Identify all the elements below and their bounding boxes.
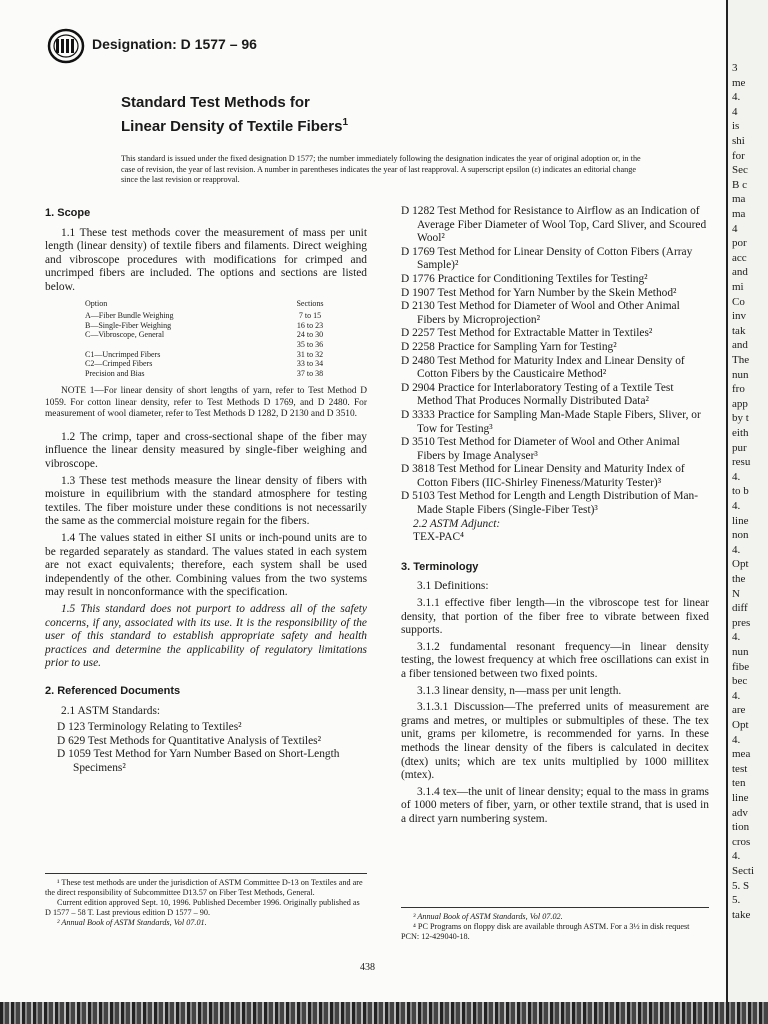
- footnotes-left: [45, 873, 367, 928]
- adjacent-page-fragment: non: [732, 529, 749, 542]
- adjacent-page-fragment: ten: [732, 777, 746, 790]
- reference-item: D 3333 Practice for Sampling Man-Made Staple Fibers, Sliver, or Tow for Testing³: [401, 408, 701, 435]
- adjacent-page-fragment: inv: [732, 310, 747, 323]
- table-cell: C—Vibroscope, General: [85, 330, 165, 340]
- adjacent-page-fragment: mi: [732, 281, 744, 293]
- adjacent-page-fragment: and: [732, 266, 748, 279]
- adjacent-page-fragment: por: [732, 237, 747, 250]
- designation: Designation: D 1577 – 96: [92, 36, 257, 52]
- adjacent-page-fragment: 4: [732, 222, 738, 235]
- adjacent-page-fragment: bec: [732, 675, 748, 688]
- adjacent-page-fragment: Secti: [732, 865, 754, 877]
- adjunct-tex-pac: TEX-PAC⁴: [413, 531, 465, 544]
- scan-edge-strip: [0, 1002, 768, 1024]
- adjacent-page-fragment: ma: [732, 193, 746, 206]
- adjacent-page-fragment: nun: [732, 368, 749, 381]
- adjacent-page-fragment: to b: [732, 485, 749, 498]
- table-cell: 16 to 23: [296, 320, 324, 330]
- reference-item: D 1907 Test Method for Yarn Number by the Skein Method²: [401, 286, 677, 299]
- adjacent-page-fragment: 4.: [732, 91, 741, 104]
- footnote: ³ Annual Book of ASTM Standards, Vol 07.02.: [413, 912, 563, 921]
- reference-item: D 1282 Test Method for Resistance to Airflow as an Indication of Average Fiber Diameter of Wool Top, Card Sliver, and Scoured Wool²: [401, 205, 707, 245]
- adjacent-page-fragment: eith: [732, 427, 749, 439]
- table-row: [85, 350, 345, 360]
- table-row: [85, 321, 345, 331]
- adjacent-page-fragment: line: [732, 514, 749, 527]
- footnote: ¹ These test methods are under the jurisdiction of ASTM Committee D-13 on Textiles and are the direct responsibility of Subcommittee D13.57 on Fiber Test Methods, General.: [45, 878, 363, 897]
- subsection-2-2: 2.2 ASTM Adjunct:: [413, 517, 501, 530]
- adjacent-page-fragment: and: [732, 339, 748, 352]
- subsection-2-1: 2.1 ASTM Standards:: [61, 704, 161, 717]
- reference-item: D 2904 Practice for Interlaboratory Testing of a Textile Test Method That Produces Normally Distributed Data²: [401, 381, 674, 408]
- paragraph-3-1: 3.1 Definitions:: [417, 580, 489, 593]
- table-cell: C1—Uncrimped Fibers: [85, 349, 161, 359]
- section-heading-referenced-documents: 2. Referenced Documents: [45, 684, 181, 697]
- adjacent-page-fragment: take: [732, 908, 751, 921]
- paragraph-1-5: 1.5 This standard does not purport to address all of the safety concerns, if any, associated with its use. It is the responsibility of the user of this standard to establish appropriate safety and health practices and determine the applicability of regulatory limitations prior to use.: [45, 602, 367, 670]
- reference-item: D 1776 Practice for Conditioning Textiles for Testing²: [401, 272, 648, 285]
- astm-logo-icon: [47, 28, 85, 64]
- page-number: 438: [360, 962, 375, 973]
- reference-item: D 5103 Test Method for Length and Length Distribution of Man-Made Staple Fibers (Single-Fiber Test)³: [401, 490, 699, 517]
- title-footnote-mark: 1: [342, 117, 349, 128]
- right-reference-list: [401, 205, 709, 518]
- adjacent-page-fragment: tion: [732, 821, 750, 834]
- adjacent-page-fragment: fro: [732, 383, 745, 396]
- paragraph-1-4: 1.4 The values stated in either SI units or inch-pound units are to be regarded separately as standard. The values stated in each system are not exact equivalents; therefore, each system shall be used independently of the other. Combining values from the two systems may result in nonconformance with the specification.: [45, 531, 367, 599]
- adjacent-page-fragment: pur: [732, 441, 747, 454]
- adjacent-page-fragment: shi: [732, 135, 745, 147]
- reference-item: D 1769 Test Method for Linear Density of Cotton Fibers (Array Sample)²: [401, 245, 693, 272]
- reference-item: D 2258 Practice for Sampling Yarn for Testing²: [401, 340, 617, 353]
- adjacent-page-fragment: by t: [732, 412, 749, 425]
- adjacent-page-fragment: test: [732, 762, 748, 775]
- table-cell: 35 to 36: [296, 339, 324, 349]
- adjacent-page-fragment: diff: [732, 602, 748, 615]
- paragraph-3-1-2: 3.1.2 fundamental resonant frequency—in linear density testing, the lowest frequency at which free oscillations can exist in a fiber tensioned between two fixed points.: [401, 640, 709, 680]
- adjacent-page-fragment: 3: [732, 62, 738, 74]
- adjacent-page-fragment: the: [732, 573, 746, 585]
- reference-item: D 123 Terminology Relating to Textiles²: [57, 721, 242, 734]
- section-heading-scope: 1. Scope: [45, 207, 91, 219]
- adjacent-page-fragment: app: [732, 397, 748, 410]
- table-cell: [85, 340, 275, 350]
- table-row: [85, 330, 345, 340]
- adjacent-page-fragment: is: [732, 120, 740, 133]
- options-table: [85, 299, 345, 379]
- reference-item: D 3510 Test Method for Diameter of Wool and Other Animal Fibers by Image Analyser³: [401, 436, 680, 462]
- table-cell: 7 to 15: [298, 311, 322, 321]
- paragraph-3-1-4: 3.1.4 tex—the unit of linear density; equal to the mass in grams of 1000 meters of fiber, yarn, or other textile strand, that is used in a direct yarn numbering system.: [401, 785, 709, 825]
- adjacent-page-fragment: 5.: [732, 894, 741, 907]
- table-cell: 24 to 30: [296, 330, 324, 340]
- adjacent-page-fragment: tak: [732, 324, 746, 337]
- adjacent-page-fragment: fibe: [732, 660, 750, 673]
- title-line-2: Linear Density of Textile Fibers$^1$: [121, 117, 349, 135]
- table-cell: 33 to 34: [296, 359, 324, 369]
- issuance-notice: This standard is issued under the fixed designation D 1577; the number immediately following the designation indicates the year of original adoption or, in the case of revision, the year of last revision. A number in parentheses indicates the year of last reapproval. A superscript epsilon (ε) indicates an editorial change since the last revision or reapproval.: [121, 154, 641, 184]
- adjacent-page-edge: [726, 0, 768, 1024]
- paragraph-1-2: 1.2 The crimp, taper and cross-sectional shape of the fiber may influence the linear density measured by single-fiber weighing and vibroscope.: [45, 430, 367, 470]
- adjacent-page-fragment: 5. S: [732, 879, 750, 892]
- adjacent-page-fragment: 4.: [732, 500, 741, 512]
- adjacent-page-fragment: Opt: [732, 719, 749, 731]
- table-cell: Precision and Bias: [85, 368, 145, 378]
- adjacent-page-fragment: Sec: [732, 164, 748, 177]
- table-cell: C2—Crimped Fibers: [85, 359, 153, 369]
- adjacent-page-fragment: 4.: [732, 631, 741, 644]
- adjacent-page-fragment: 4: [732, 105, 738, 118]
- paragraph-3-1-3-1: 3.1.3.1 Discussion—The preferred units of measurement are grams and metres, or multiples or submultiples of these. The tex unit, grams per kilometre, is recommended for yarns. In these methods the linear density of the fibers is calculated in decitex (dtex) units; which are tex units multiplied by 1000 millitex (mtex).: [401, 701, 709, 782]
- adjacent-page-fragment: 4.: [732, 470, 741, 483]
- footnote: ² Annual Book of ASTM Standards, Vol 07.01.: [57, 918, 207, 927]
- adjacent-page-fragment: mea: [732, 748, 751, 761]
- right-column: [401, 205, 709, 830]
- reference-item: D 2130 Test Method for Diameter of Wool and Other Animal Fibers by Microprojection²: [401, 300, 680, 326]
- adjacent-page-fragment: are: [732, 704, 746, 717]
- footnote: Current edition approved Sept. 10, 1996. Published December 1996. Originally published as D 1577 – 58 T. Last previous edition D 1577 – 90.: [45, 898, 360, 917]
- paragraph-1-3: 1.3 These test methods measure the linear density of fibers with moisture in equilibrium with the standard atmosphere for testing textiles. The fiber moisture under these conditions is not necessarily the same as the commercial moisture regain for the fibers.: [45, 474, 367, 528]
- adjacent-page-fragment: me: [732, 76, 746, 89]
- adjacent-page-fragment: line: [732, 792, 749, 804]
- adjacent-page-fragment: Co: [732, 295, 745, 308]
- table-cell: 31 to 32: [296, 349, 324, 359]
- paragraph-3-1-1: 3.1.1 effective fiber length—in the vibroscope test for linear density, that portion of the fiber free to vibrate between fixed supports.: [401, 597, 709, 637]
- adjacent-page-fragment: N: [732, 587, 740, 600]
- reference-item: D 2257 Test Method for Extractable Matter in Textiles²: [401, 327, 653, 340]
- table-row: [85, 359, 345, 369]
- adjacent-page-fragment: B c: [732, 178, 747, 191]
- adjacent-page-fragment: for: [732, 149, 745, 162]
- table-cell: B—Single-Fiber Weighing: [85, 320, 172, 330]
- table-cell: A—Fiber Bundle Weighing: [85, 311, 174, 321]
- adjacent-page-fragment: 4.: [732, 850, 741, 863]
- adjacent-page-fragment: cros: [732, 835, 751, 848]
- adjacent-page-fragment: adv: [732, 806, 748, 819]
- adjacent-page-fragment: Opt: [732, 558, 749, 571]
- options-table-header-sections: Sections: [296, 298, 324, 308]
- left-column: [45, 207, 367, 775]
- reference-item: D 629 Test Methods for Quantitative Analysis of Textiles²: [57, 734, 321, 747]
- adjacent-page-fragment: nun: [732, 646, 749, 658]
- adjacent-page-fragment: pres: [732, 616, 751, 629]
- table-cell: 37 to 38: [296, 368, 324, 378]
- footnotes-right: [401, 907, 709, 942]
- reference-item: D 1059 Test Method for Yarn Number Based on Short-Length Specimens²: [57, 748, 340, 774]
- footnote: ⁴ PC Programs on floppy disk are available through ASTM. For a 3½ in disk request PCN: 12-429040-18.: [401, 922, 690, 941]
- paragraph-3-1-3: 3.1.3 linear density, n—mass per unit length.: [417, 684, 622, 697]
- adjacent-page-fragment: 4.: [732, 733, 741, 746]
- adjacent-page-fragment: ma: [732, 208, 746, 220]
- adjacent-page-fragment: acc: [732, 251, 747, 264]
- left-reference-list: [57, 721, 367, 775]
- reference-item: D 3818 Test Method for Linear Density and Maturity Index of Cotton Fibers (IIC-Shirley Fineness/Maturity Tester)³: [401, 463, 685, 489]
- note-1: NOTE 1—For linear density of short lengths of yarn, refer to Test Method D 1059. For cotton linear density, refer to Test Methods D 1769, and D 2480. For measurement of wool diameter, refer to Test Methods D 1282, D 2130 and D 3510.: [45, 386, 367, 420]
- table-row: [85, 340, 345, 350]
- adjacent-page-fragment: resu: [732, 456, 751, 469]
- table-row: [85, 369, 345, 379]
- adjacent-page-fragment: 4.: [732, 543, 741, 556]
- adjacent-page-fragment: The: [732, 354, 750, 366]
- document-title: [121, 93, 348, 137]
- options-table-header-option: Option: [85, 298, 108, 308]
- table-row: [85, 311, 345, 321]
- section-heading-terminology: 3. Terminology: [401, 560, 479, 573]
- reference-item: D 2480 Test Method for Maturity Index and Linear Density of Cotton Fibers by the Causticaire Method²: [401, 354, 685, 381]
- title-line-1: Standard Test Methods for: [121, 94, 310, 111]
- paragraph-1-1: 1.1 These test methods cover the measurement of mass per unit length (linear density) of textile fibers and filaments. Direct weighing and vibroscope procedures with modifications for crimped and uncrimped fibers are included. The options and sections are listed below.: [45, 226, 367, 293]
- adjacent-page-fragment: 4.: [732, 689, 741, 702]
